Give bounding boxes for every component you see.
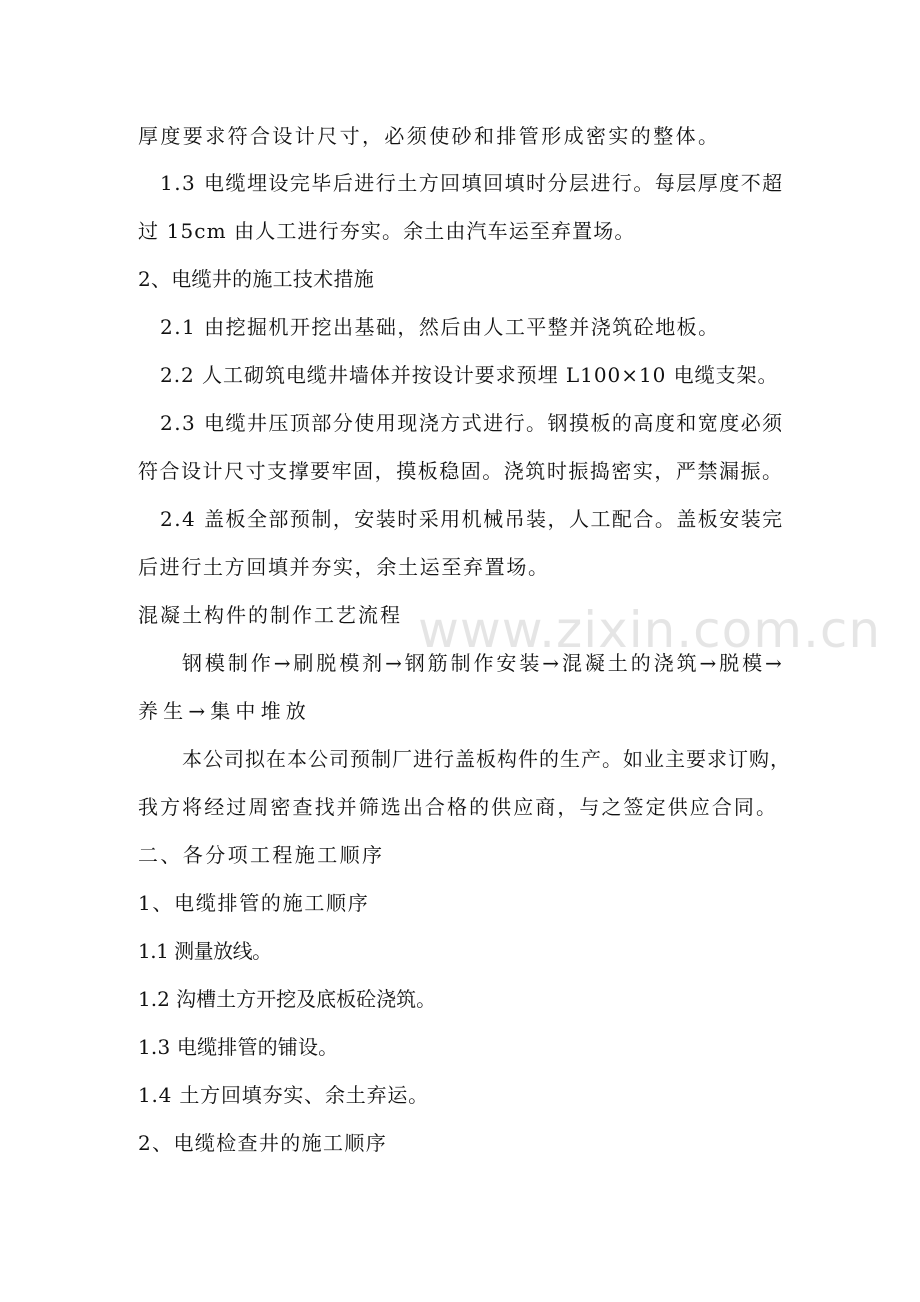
section-heading: 2、电缆井的施工技术措施 <box>138 267 375 291</box>
text-line: 符合设计尺寸支撑要牢固，摸板稳固。浇筑时振捣密实，严禁漏振。 <box>138 459 784 483</box>
watermark: www.zixin.com.cn <box>418 601 882 659</box>
text-line: 厚度要求符合设计尺寸，必须使砂和排管形成密实的整体。 <box>138 124 721 148</box>
section-heading: 混凝土构件的制作工艺流程 <box>138 603 402 627</box>
text-line: 过 15cm 由人工进行夯实。余土由汽车运至弃置场。 <box>138 219 636 243</box>
section-heading: 1、电缆排管的施工顺序 <box>138 891 370 915</box>
text-line: 本公司拟在本公司预制厂进行盖板构件的生产。如业主要求订购， <box>182 747 791 771</box>
section-heading: 2、电缆检查井的施工顺序 <box>138 1131 388 1155</box>
list-item: 1.1 测量放线。 <box>138 939 272 963</box>
text-line: 后进行土方回填并夯实，余土运至弃置场。 <box>138 555 550 579</box>
text-line: 钢模制作→刷脱模剂→钢筋制作安装→混凝土的浇筑→脱模→ <box>182 651 785 675</box>
list-item: 1.2 沟槽土方开挖及底板砼浇筑。 <box>138 987 437 1011</box>
text-line: 2.2 人工砌筑电缆井墙体并按设计要求预埋 L100×10 电缆支架。 <box>160 363 779 387</box>
text-line: 养生→集中堆放 <box>138 699 311 723</box>
list-item: 1.4 土方回填夯实、余土弃运。 <box>138 1083 429 1107</box>
text-line: 我方将经过周密查找并筛选出合格的供应商，与之签定供应合同。 <box>138 795 779 819</box>
text-line: 1.3 电缆埋设完毕后进行土方回填回填时分层进行。每层厚度不超 <box>160 171 784 195</box>
text-line: 2.3 电缆井压顶部分使用现浇方式进行。钢摸板的高度和宽度必须 <box>160 411 784 435</box>
text-line: 2.1 由挖掘机开挖出基础，然后由人工平整并浇筑砼地板。 <box>160 315 720 339</box>
list-item: 1.3 电缆排管的铺设。 <box>138 1035 339 1059</box>
text-line: 2.4 盖板全部预制，安装时采用机械吊装，人工配合。盖板安装完 <box>160 507 784 531</box>
section-heading: 二、各分项工程施工顺序 <box>138 843 385 867</box>
